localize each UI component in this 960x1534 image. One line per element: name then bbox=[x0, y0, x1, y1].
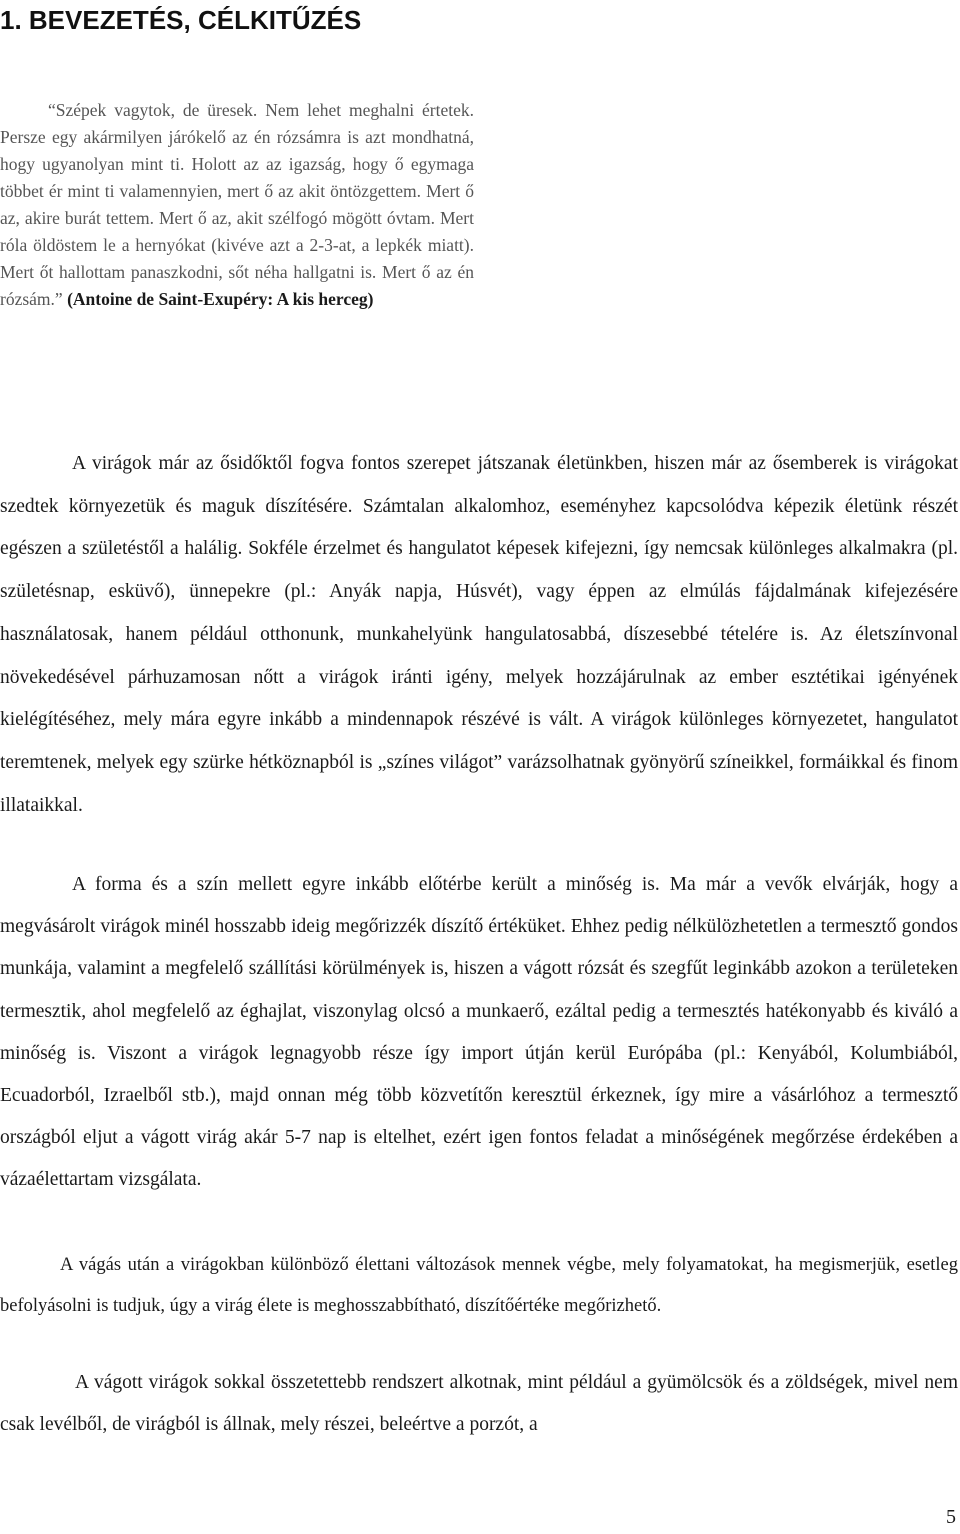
quote-text: “Szépek vagytok, de üresek. Nem lehet meghalni értetek. Persze egy akármilyen járókelő az én rózsámra is azt mondhatná, hogy ugyanolyan mint ti. Holott az az igazság, hogy ő egymaga többet ér mint ti valamennyien, mert ő az akit öntözgettem. Mert ő az, akire burát tettem. Mert ő az, akit szélfogó mögött óvtam. Mert róla öldöstem le a hernyókat (kivéve azt a 2-3-at, a lepkék miatt). Mert őt hallottam panaszkodni, sőt néha hallgatni is. Mert ő az én rózsám.” bbox=[0, 100, 474, 309]
body-paragraph: A virágok már az ősidőktől fogva fontos szerepet játszanak életünkben, hiszen már az ősemberek is virágokat szedtek környezetük és maguk díszítésére. Számtalan alkalomhoz, eseményhez kapcsolódva képezik életünk részét egészen a születéstől a halálig. Sokféle érzelmet és hangulatot képesek kifejezni, így nemcsak különleges alkalmakra (pl. születésnap, esküvő), ünnepekre (pl.: Anyák napja, Húsvét), vagy éppen az elmúlás fájdalmának kifejezésére használatosak, hanem például otthonunk, munkahelyünk hangulatosabbá, díszesebbé tételére is. Az életszínvonal növekedésével párhuzamosan nőtt a virágok iránti igény, melyek hozzájárulnak az ember esztétikai igényének kielégítéséhez, mely mára egyre inkább a mindennapok részévé is vált. A virágok különleges környezetet, hangulatot teremtenek, melyek egy szürke hétköznapból is „színes világot” varázsolhatnak gyönyörű színeikkel, formáikkal és finom illataikkal. bbox=[0, 453, 958, 816]
body-paragraph: A vágott virágok sokkal összetettebb rendszert alkotnak, mint például a gyümölcsök és a zöldségek, mivel nem csak levélből, de virágból is állnak, mely részei, beleértve a porzót, a bbox=[0, 1372, 958, 1435]
epigraph-quote bbox=[0, 97, 474, 313]
page-number: 5 bbox=[946, 1506, 956, 1528]
quote-source: (Antoine de Saint-Exupéry: A kis herceg) bbox=[67, 289, 374, 309]
body-paragraph: A vágás után a virágokban különböző élettani változások mennek végbe, mely folyamatokat, ha megismerjük, esetleg befolyásolni is tudjuk, úgy a virág élete is meghosszabbítható, díszítőértéke megőrizhető. bbox=[0, 1255, 958, 1316]
chapter-heading: 1. BEVEZETÉS, CÉLKITŰZÉS bbox=[0, 5, 362, 35]
body-paragraph: A forma és a szín mellett egyre inkább előtérbe került a minőség is. Ma már a vevők elvárják, hogy a megvásárolt virágok minél hosszabb ideig megőrizzék díszítő értéküket. Ehhez pedig nélkülözhetetlen a termesztő gondos munkája, valamint a megfelelő szállítási körülmények is, hiszen a vágott rózsát és szegfűt leginkább azokon a területeken termesztik, ahol megfelelő az éghajlat, viszonylag olcsó a munkaerő, ezáltal pedig a termesztés hatékonyabb és kiváló a minőség is. Viszont a virágok legnagyobb része így import útján kerül Európába (pl.: Kenyából, Kolumbiából, Ecuadorból, Izraelből stb.), majd onnan még több közvetítőn keresztül érkeznek, így mire a vásárlóhoz a termesztő országból eljut a vágott virág akár 5-7 nap is eltelhet, ezért igen fontos feladat a minőségének megőrzése érdekében a vázaélettartam vizsgálata. bbox=[0, 874, 958, 1191]
